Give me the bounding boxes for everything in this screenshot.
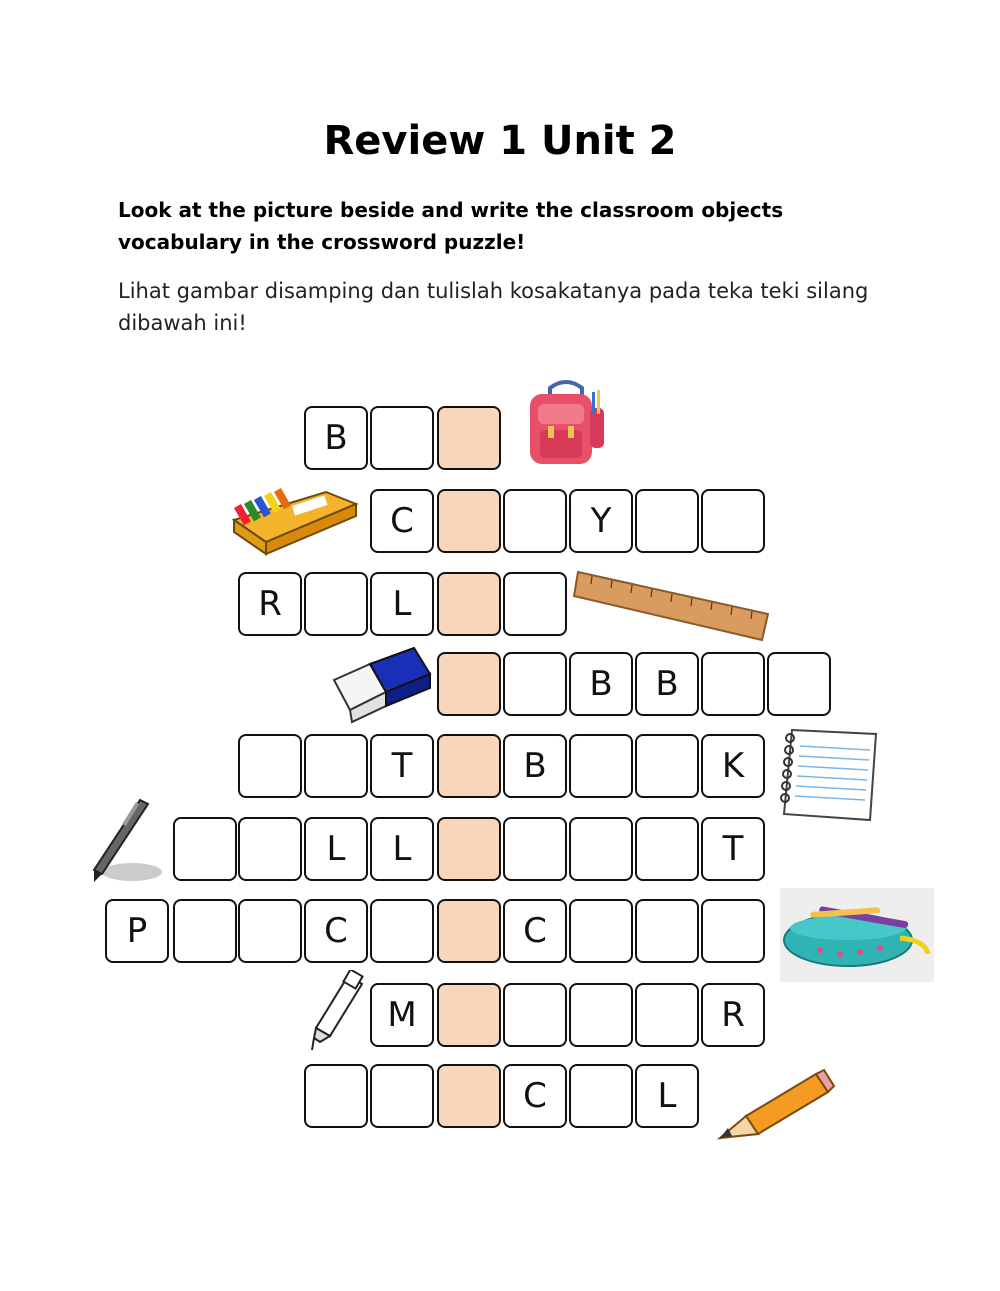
crossword-cell[interactable]: T (701, 817, 765, 881)
crossword-cell[interactable]: Y (569, 489, 633, 553)
crossword-cell[interactable]: K (701, 734, 765, 798)
ruler-icon (572, 566, 772, 646)
page-title: Review 1 Unit 2 (323, 118, 677, 164)
crayons-icon (226, 486, 361, 558)
crossword-cell[interactable]: L (370, 817, 434, 881)
crossword-cell[interactable]: B (304, 406, 368, 470)
crossword-cell[interactable] (503, 983, 567, 1047)
crossword-cell[interactable]: C (370, 489, 434, 553)
crossword-cell[interactable] (238, 817, 302, 881)
crossword-cell[interactable] (503, 652, 567, 716)
crossword-cell[interactable] (437, 1064, 501, 1128)
crossword-cell[interactable] (569, 734, 633, 798)
crossword-cell[interactable]: B (635, 652, 699, 716)
crossword-cell[interactable]: R (701, 983, 765, 1047)
crossword-cell[interactable] (437, 406, 501, 470)
crossword-cell[interactable] (635, 899, 699, 963)
crossword-cell[interactable] (370, 1064, 434, 1128)
crossword-cell[interactable]: C (503, 899, 567, 963)
crossword-cell[interactable] (635, 817, 699, 881)
crossword-cell[interactable] (569, 899, 633, 963)
crossword-cell[interactable] (437, 572, 501, 636)
crossword-cell[interactable] (304, 1064, 368, 1128)
crossword-cell[interactable] (569, 1064, 633, 1128)
crossword-cell[interactable]: M (370, 983, 434, 1047)
crossword-cell[interactable] (503, 489, 567, 553)
crossword-cell[interactable] (304, 734, 368, 798)
eraser-icon (330, 644, 434, 724)
notebook-icon (778, 724, 882, 824)
crossword-cell[interactable] (370, 406, 434, 470)
crossword-cell[interactable] (503, 572, 567, 636)
crossword-cell[interactable]: C (304, 899, 368, 963)
crossword-cell[interactable] (437, 489, 501, 553)
crossword-cell[interactable] (437, 652, 501, 716)
crossword-cell[interactable] (304, 572, 368, 636)
crossword-cell[interactable]: B (503, 734, 567, 798)
crossword-cell[interactable]: C (503, 1064, 567, 1128)
crossword-cell[interactable] (238, 734, 302, 798)
marker-icon (308, 970, 368, 1054)
instruction-indonesian: Lihat gambar disamping dan tulislah kosakatanya pada teka teki silang dibawah ini! (118, 279, 869, 335)
pen-icon (72, 794, 166, 888)
crossword-cell[interactable] (437, 899, 501, 963)
crossword-cell[interactable]: R (238, 572, 302, 636)
backpack-icon (520, 378, 612, 470)
crossword-cell[interactable] (701, 652, 765, 716)
crossword-cell[interactable] (173, 899, 237, 963)
crossword-cell[interactable]: L (635, 1064, 699, 1128)
crossword-cell[interactable] (635, 489, 699, 553)
crossword-cell[interactable] (503, 817, 567, 881)
crossword-cell[interactable] (635, 734, 699, 798)
crossword-cell[interactable]: P (105, 899, 169, 963)
crossword-cell[interactable]: T (370, 734, 434, 798)
crossword-cell[interactable] (370, 899, 434, 963)
crossword-cell[interactable]: L (304, 817, 368, 881)
crossword-cell[interactable] (173, 817, 237, 881)
crossword-cell[interactable] (437, 817, 501, 881)
crossword-cell[interactable]: B (569, 652, 633, 716)
crossword-cell[interactable] (569, 817, 633, 881)
pencil-icon (716, 1064, 836, 1140)
crossword-cell[interactable] (569, 983, 633, 1047)
crossword-cell[interactable] (437, 734, 501, 798)
instruction-english: Look at the picture beside and write the classroom objects vocabulary in the crossword puzzle! (118, 198, 784, 254)
crossword-cell[interactable] (437, 983, 501, 1047)
crossword-cell[interactable] (767, 652, 831, 716)
crossword-cell[interactable] (238, 899, 302, 963)
pencil-case-icon (780, 888, 934, 982)
crossword-cell[interactable]: L (370, 572, 434, 636)
crossword-cell[interactable] (635, 983, 699, 1047)
crossword-cell[interactable] (701, 899, 765, 963)
crossword-cell[interactable] (701, 489, 765, 553)
